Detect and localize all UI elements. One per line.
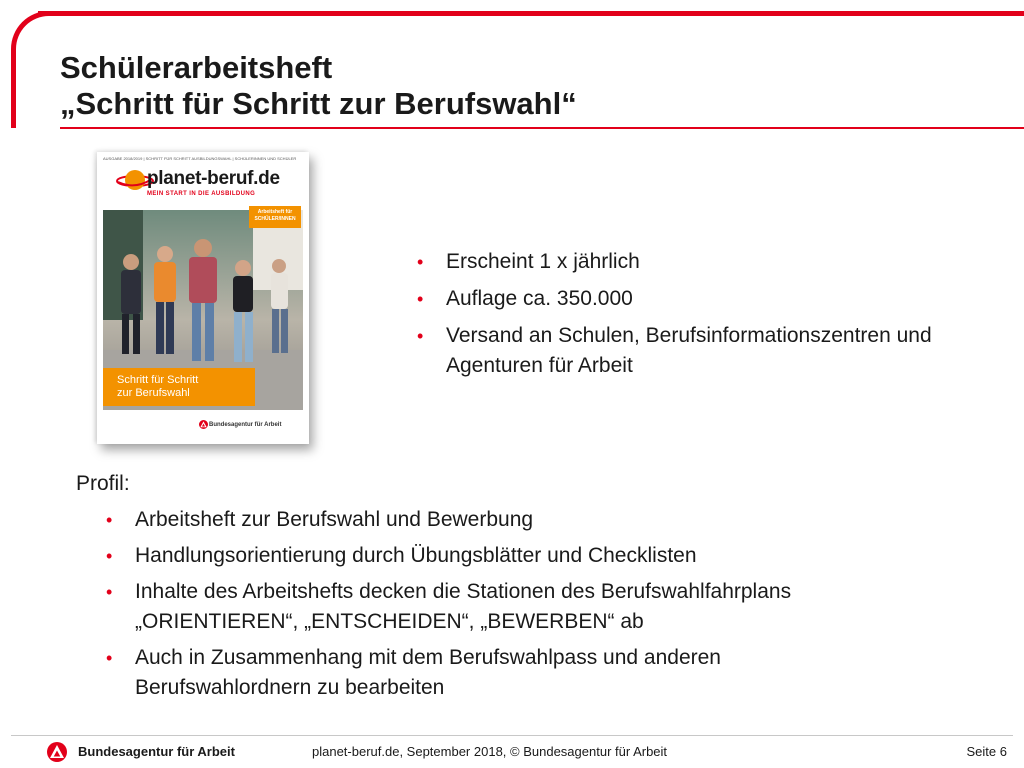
facts-list xyxy=(417,247,1017,388)
list-item xyxy=(106,577,1016,637)
profile-item-text: Handlungsorientierung durch Übungsblätter und Checklisten xyxy=(135,544,697,567)
title-line-1: Schülerarbeitsheft xyxy=(60,50,333,85)
profile-list xyxy=(106,505,1016,709)
footer-source: planet-beruf.de, September 2018, © Bundesagentur für Arbeit xyxy=(312,744,668,759)
bullet-icon: • xyxy=(417,289,424,309)
bullet-icon: • xyxy=(106,546,113,566)
fact-text: Erscheint 1 x jährlich xyxy=(446,250,640,273)
cover-badge-line-1: Arbeitsheft für xyxy=(257,209,293,215)
list-item xyxy=(417,284,1017,314)
frame-top-line xyxy=(38,11,1024,16)
profile-item-text: Arbeitsheft zur Berufswahl und Bewerbung xyxy=(135,508,534,531)
cover-orange-line-1: Schritt für Schritt xyxy=(117,374,199,386)
bullet-icon: • xyxy=(417,252,424,272)
bullet-icon: • xyxy=(106,582,113,602)
cover-brand: planet-beruf.de xyxy=(147,168,280,189)
fact-text: Versand an Schulen, Berufsinformationszentren und Agenturen für Arbeit xyxy=(446,324,932,377)
cover-top-strip: AUSGABE 2018/2019 | SCHRITT FÜR SCHRITT AUSBILDUNGSWAHL | SCHÜLERINNEN UND SCHÜLER xyxy=(103,156,297,161)
bullet-icon: • xyxy=(417,326,424,346)
footer-divider xyxy=(11,735,1013,736)
profile-item-text: Auch in Zusammenhang mit dem Berufswahlpass und anderen Berufswahlordnern zu bearbeiten xyxy=(135,646,721,699)
cover-slogan: MEIN START IN DIE AUSBILDUNG xyxy=(147,191,256,197)
list-item xyxy=(417,321,1017,381)
ba-logo-icon xyxy=(47,742,67,762)
bullet-icon: • xyxy=(106,510,113,530)
list-item xyxy=(417,247,1017,277)
cover-badge xyxy=(249,206,301,228)
cover-ba-logo-icon xyxy=(199,420,208,429)
profile-item-text: Inhalte des Arbeitshefts decken die Stationen des Berufswahlfahrplans „ORIENTIEREN“, „ENTSCHEIDEN“, „BEWERBEN“ ab xyxy=(135,580,792,633)
page-number: Seite 6 xyxy=(966,744,1007,759)
fact-text: Auflage ca. 350.000 xyxy=(446,287,633,310)
title-line-2: „Schritt für Schritt zur Berufswahl“ xyxy=(60,86,577,121)
title-underline xyxy=(60,127,1024,129)
list-item xyxy=(106,505,1016,535)
profile-label: Profil: xyxy=(76,472,130,495)
list-item xyxy=(106,643,1016,703)
cover-badge-line-2: SCHÜLER/INNEN xyxy=(254,216,296,222)
cover-footer-text: Bundesagentur für Arbeit xyxy=(209,422,282,428)
list-item xyxy=(106,541,1016,571)
bullet-icon: • xyxy=(106,648,113,668)
magazine-cover-image xyxy=(97,152,309,444)
slide-title xyxy=(60,50,577,122)
frame-left-line xyxy=(11,66,16,128)
cover-orange-line-2: zur Berufswahl xyxy=(117,387,190,399)
footer-org-name: Bundesagentur für Arbeit xyxy=(78,744,235,759)
cover-orange-box xyxy=(103,368,255,406)
